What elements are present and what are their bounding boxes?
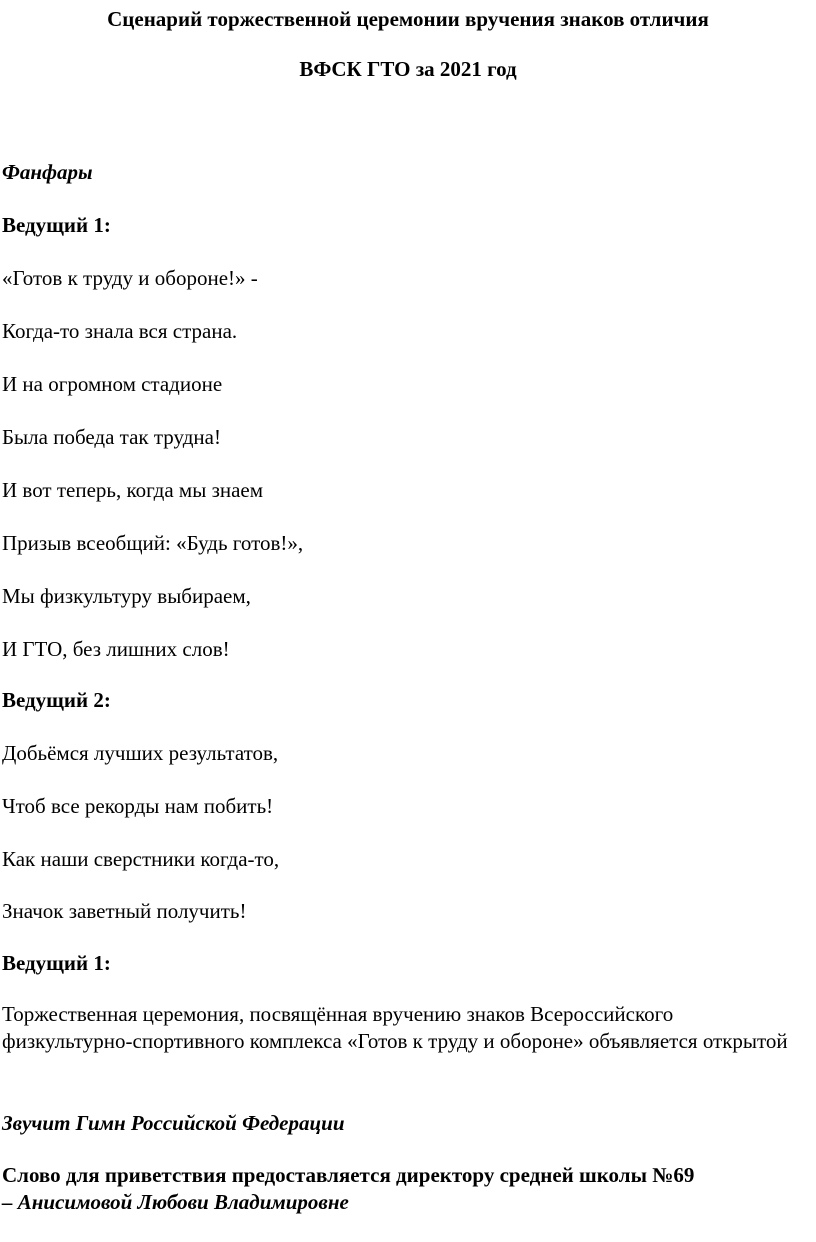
verse-line: Как наши сверстники когда-то, — [2, 847, 280, 871]
verse-line: И ГТО, без лишних слов! — [2, 637, 230, 661]
stage-direction-fanfare: Фанфары — [2, 160, 93, 184]
document-title-line-1: Сценарий торжественной церемонии вручения знаков отличия — [107, 7, 709, 31]
verse-line: Чтоб все рекорды нам побить! — [2, 794, 274, 818]
stage-direction-anthem: Звучит Гимн Российской Федерации — [2, 1111, 345, 1135]
verse-line: Добьёмся лучших результатов, — [2, 741, 279, 765]
verse-line: «Готов к труду и обороне!» - — [2, 266, 258, 290]
speaker-label-host-1: Ведущий 1: — [2, 951, 111, 975]
speaker-label-host-1: Ведущий 1: — [2, 213, 111, 237]
verse-line: И на огромном стадионе — [2, 372, 223, 396]
verse-line: И вот теперь, когда мы знаем — [2, 478, 264, 502]
verse-line: Мы физкультуру выбираем, — [2, 584, 251, 608]
verse-line: Значок заветный получить! — [2, 899, 247, 923]
verse-line: Когда-то знала вся страна. — [2, 319, 238, 343]
welcome-speech-line: Слово для приветствия предоставляется директору средней школы №69 — [2, 1163, 695, 1187]
opening-announcement-paragraph: Торжественная церемония, посвящённая вручению знаков Всероссийского физкультурно-спортивного комплекса «Готов к труду и обороне» объявляется открытой — [2, 1002, 788, 1053]
verse-line: Призыв всеобщий: «Будь готов!», — [2, 531, 304, 555]
welcome-speaker-name: – Анисимовой Любови Владимировне — [2, 1190, 349, 1214]
speaker-label-host-2: Ведущий 2: — [2, 688, 111, 712]
verse-line: Была победа так трудна! — [2, 425, 221, 449]
document-title-line-2: ВФСК ГТО за 2021 год — [299, 57, 517, 81]
